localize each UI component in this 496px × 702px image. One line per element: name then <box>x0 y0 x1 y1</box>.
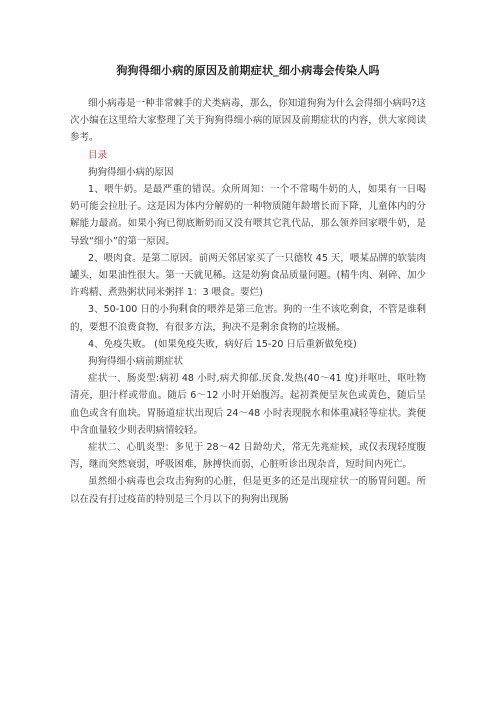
section-heading-causes: 狗狗得细小病的原因 <box>88 166 174 178</box>
intro-paragraph: 细小病毒是一种非常棘手的犬类病毒，那么，你知道狗狗为什么会得细小病吗?这次小编在这里给大家整理了关于狗狗得细小病的原因及前期症状的内容，供大家阅读参考。 <box>70 98 426 144</box>
section-heading-symptoms: 狗狗得细小病前期症状 <box>88 356 184 368</box>
reason-paragraph-4: 4、免疫失败。 (如果免疫失败，病好后 15-20 日后重新做免疫) <box>88 338 357 350</box>
reason-paragraph-3: 3、50-100 日的小狗剩食的喂养是第三危害。狗的一生不该吃剩食，不管是谁剩的，要想不浪费食物，有很多方法，狗决不是剩余食物的垃圾桶。 <box>70 304 426 333</box>
symptom-paragraph-1: 症状一、肠炎型:病初 48 小时,病犬抑郁.厌食.发热(40～41 度)并呕吐，呕吐物清亮，胆汁样或带血。随后 6～12 小时开始腹泻。起初粪便呈灰色或黄色，随后呈血色或含有血块。胃肠道症状出现后 24～48 小时表现脱水和体重减轻等症状。粪便中含血量较少则表明病情较轻。 <box>70 373 426 436</box>
symptom-paragraph-3: 虽然细小病毒也会攻击狗狗的心脏，但是更多的还是出现症状一的肠胃问题。所以在没有打过疫苗的特别是三个月以下的狗狗出现肠 <box>70 476 426 505</box>
reason-paragraph-2: 2、喂肉食。是第二原因。前两天邻居家买了一只德牧 45 天，喂某品牌的软装肉罐头，如果油性很大。第一天就见稀。这是幼狗食品质量问题。(精牛肉、剁碎、加少许鸡精、煮熟粥状同米粥拌 1：3 喂食。要烂) <box>70 252 426 299</box>
symptom-paragraph-2: 症状二、心肌炎型：多见于 28～42 日龄幼犬，常无先兆症候，或仅表现轻度腹泻，继而突然衰弱，呼吸困难，脉搏快而弱，心脏听诊出现杂音，短时间内死亡。 <box>70 442 426 471</box>
reason-paragraph-1: 1、喂牛奶。是最严重的错误。众所周知：一个不常喝牛奶的人，如果有一日喝奶可能会拉肚子。这是因为体内分解奶的一种物质随年龄增长而下降，儿童体内的分解能力最高。如果小狗已彻底断奶而又没有喂其它乳代品，那么领养回家喂牛奶，是导致“细小”的第一原因。 <box>70 184 426 247</box>
page-title: 狗狗得细小病的原因及前期症状_细小病毒会传染人吗 <box>116 64 380 77</box>
toc-link[interactable]: 目录 <box>88 149 108 161</box>
